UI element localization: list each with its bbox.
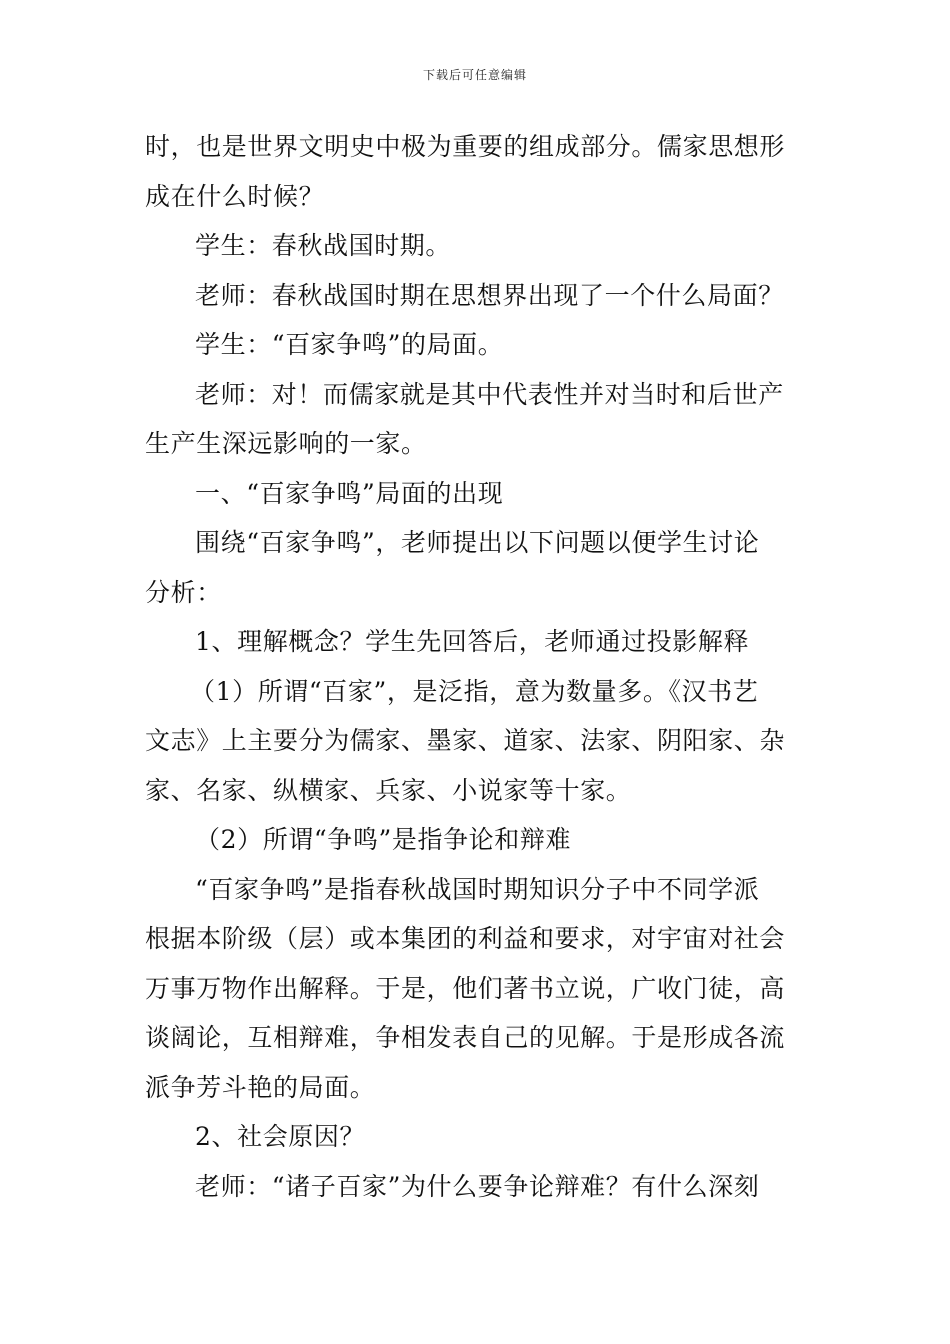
text-line: 文志》上主要分为儒家、墨家、道家、法家、阴阳家、杂 — [145, 726, 786, 755]
text-line: 老师：春秋战国时期在思想界出现了一个什么局面？ — [195, 280, 784, 310]
text-line: 生产生深远影响的一家。 — [145, 429, 427, 458]
text-line: 2、社会原因？ — [195, 1122, 366, 1151]
document-body — [145, 122, 810, 1211]
text-line: 学生：“百家争鸣”的局面。 — [195, 330, 504, 359]
page-header-note: 下载后可任意编辑 — [422, 68, 527, 82]
section-heading: 一、“百家争鸣”局面的出现 — [195, 478, 504, 508]
text-line: 万事万物作出解释。于是，他们著书立说，广收门徒，高 — [145, 973, 786, 1003]
text-line: 时，也是世界文明史中极为重要的组成部分。儒家思想形 — [145, 132, 786, 161]
text-line: 成在什么时候？ — [145, 181, 325, 211]
text-line: 家、名家、纵横家、兵家、小说家等十家。 — [145, 775, 632, 805]
text-line: 分析： — [145, 577, 222, 607]
text-line: 老师：对！而儒家就是其中代表性并对当时和后世产 — [195, 379, 784, 409]
text-line: 老师：“诸子百家”为什么要争论辩难？有什么深刻 — [195, 1171, 760, 1201]
text-line: 根据本阶级（层）或本集团的利益和要求，对宇宙对社会 — [145, 924, 786, 953]
text-line: “百家争鸣”是指春秋战国时期知识分子中不同学派 — [195, 874, 760, 904]
text-line: 围绕“百家争鸣”，老师提出以下问题以便学生讨论 — [195, 528, 760, 557]
text-line: 学生：春秋战国时期。 — [195, 231, 452, 260]
text-line: 派争芳斗艳的局面。 — [145, 1072, 376, 1102]
text-line: 1、理解概念？学生先回答后，老师通过投影解释 — [195, 627, 750, 656]
text-line: 谈阔论，互相辩难，争相发表自己的见解。于是形成各流 — [145, 1023, 786, 1052]
text-line: （1）所谓“百家”，是泛指，意为数量多。《汉书艺 — [190, 676, 759, 706]
text-line: （2）所谓“争鸣”是指争论和辩难 — [195, 825, 572, 854]
